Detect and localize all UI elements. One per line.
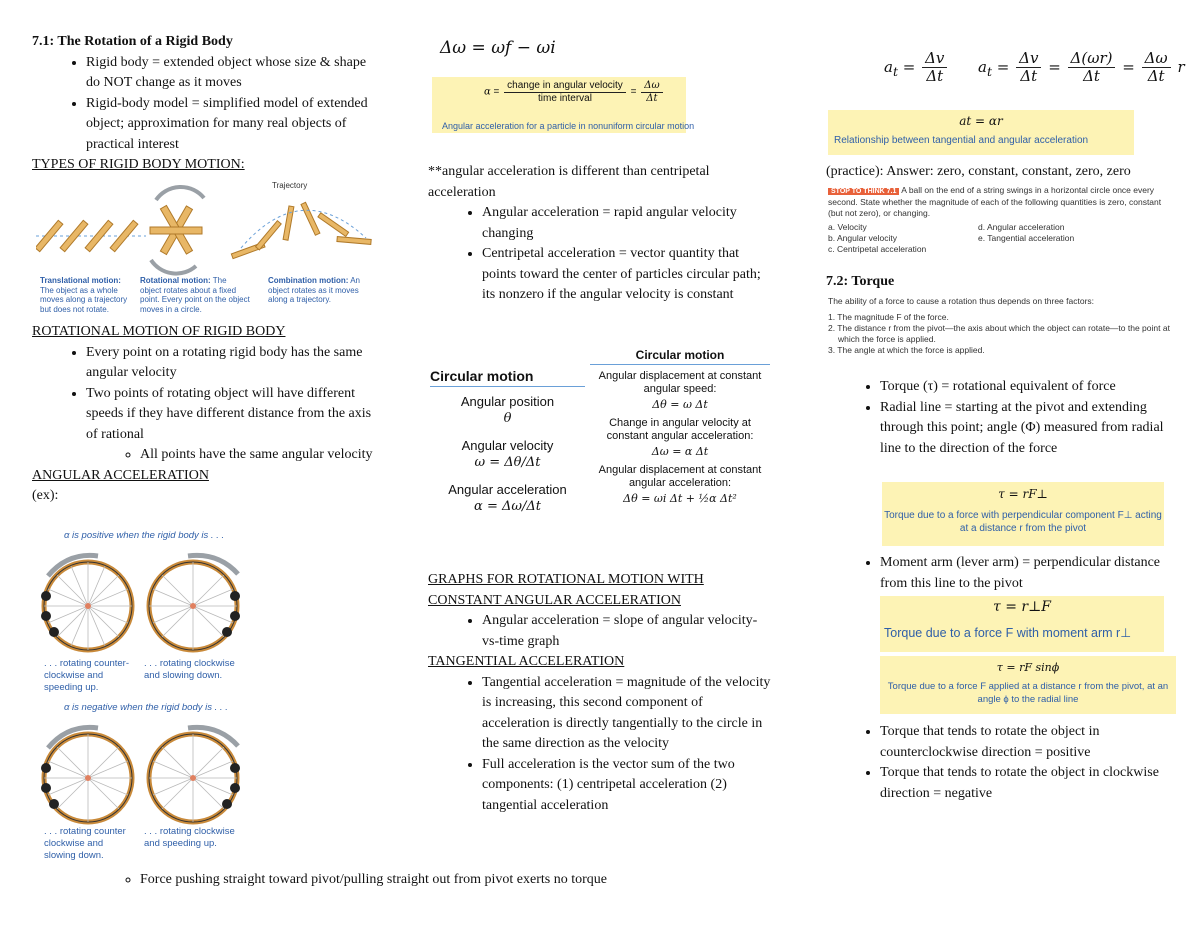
option-item: b. Angular velocity	[828, 233, 897, 243]
row-label: Angular acceleration	[448, 482, 567, 497]
list-item: • Torque that tends to rotate the object in counterclockwise direction = positive	[880, 722, 1176, 763]
bottom-note	[32, 870, 732, 890]
list-item: • Tangential acceleration = magnitude of the velocity is increasing, this second component of acceleration is directly tangentially to the circle in the same direction as the velocity	[482, 673, 773, 755]
circular-motion-tables	[430, 348, 775, 543]
torque-equation-2: τ = r⊥F	[993, 599, 1051, 615]
at-equation: at = αr	[959, 114, 1003, 128]
torque-list-1	[826, 377, 1176, 459]
list-item: • Full acceleration is the vector sum of the two components: (1) centripetal acceleration (2) tangential acceleration	[482, 755, 773, 817]
types-heading: TYPES OF RIGID BODY MOTION:	[32, 157, 245, 172]
list-item: • Two points of rotating object will have different speeds if they have different distance from the axis of rational	[86, 384, 382, 446]
combination-title: Combination motion:	[268, 276, 349, 285]
rotational-motion-heading: ROTATIONAL MOTION OF RIGID BODY	[32, 324, 286, 339]
right-row-3	[590, 464, 770, 505]
combination-text: An object rotates as it moves along a trajectory.	[268, 276, 361, 304]
list-item: • Angular acceleration = rapid angular velocity changing	[482, 203, 773, 244]
row-label: Angular displacement at constant angular acceleration:	[598, 464, 762, 489]
example-label: (ex):	[32, 488, 59, 503]
column-2-part-1	[428, 162, 773, 306]
torque-list-3	[826, 722, 1176, 804]
tangential-equations: $a_t$ = $\frac{\Delta v}{\Delta t}$ $a_t$ = $\frac{\Delta v}{\Delta t}$ = $\frac{\Delta(\omega r)}{\Delta t}$ = $\frac{\Delta\omega}{\Delta t}$ r	[884, 49, 1185, 86]
alpha-numerator: change in angular velocity	[504, 80, 626, 93]
alpha-denominator: time interval	[538, 92, 592, 104]
rotational-motion-list	[32, 343, 382, 446]
list-item: • Rigid-body model = simplified model of extended object; approximation for many real objects of practical interest	[86, 94, 382, 156]
sub-list-item: ◦ All points have the same angular velocity	[140, 445, 382, 466]
row-value: Δω = α Δt	[651, 445, 709, 458]
positive-wheels	[38, 546, 248, 656]
rotational-title: Rotational motion:	[140, 276, 211, 285]
torque-sign-list	[826, 722, 1176, 804]
angular-vs-centripetal-list	[428, 203, 773, 306]
wheel-1-caption: . . . rotating counter-clockwise and speeding up.	[44, 658, 130, 693]
wheel-4-caption: . . . rotating clockwise and speeding up.	[144, 826, 235, 849]
wheel-3	[41, 727, 132, 822]
stop-to-think-text	[828, 185, 1172, 219]
wheel-4	[149, 727, 240, 822]
translational-title: Translational motion:	[40, 276, 121, 285]
torque-heading: 7.2: Torque	[826, 274, 895, 289]
motion-types-illustration	[36, 178, 376, 278]
row-value: Δθ = ω Δt	[652, 398, 708, 411]
rotational-caption	[140, 276, 250, 314]
stop-to-think-badge: STOP TO THINK 7.1	[828, 188, 899, 195]
torque-equation-3: τ = rF sinϕ	[996, 661, 1060, 674]
alpha-caption: Angular acceleration for a particle in nonuniform circular motion	[442, 121, 695, 131]
torque-list-2	[826, 553, 1176, 594]
column-1	[32, 32, 382, 176]
factors-intro: The ability of a force to cause a rotation thus depends on three factors:	[828, 296, 1095, 306]
alpha-definition-box	[432, 77, 695, 133]
row-value: θ	[503, 411, 512, 426]
factor-item: 2. The distance r from the pivot—the axis about which the object can rotate—to the point at which the force is applied.	[828, 323, 1170, 344]
factor-item: 3. The angle at which the force is applied.	[828, 345, 985, 355]
torque-factors	[828, 296, 1174, 356]
wheels-figure	[36, 530, 256, 865]
stop-options	[828, 222, 1172, 255]
column-1-part-2	[32, 322, 382, 507]
negative-wheels	[38, 718, 248, 828]
wheel-2-caption: . . . rotating clockwise and slowing down.	[144, 658, 235, 681]
rotational-text: The object rotates about a fixed point. Every point on the object moves in a circle.	[140, 276, 250, 314]
left-row-3	[430, 481, 585, 515]
motion-types-figure	[36, 178, 376, 316]
tangential-list	[428, 673, 773, 817]
row-label: Angular position	[460, 394, 555, 409]
moment-arm-list	[826, 553, 1176, 594]
list-item: • Centripetal acceleration = vector quantity that points toward the center of particles circular path; its nonzero if the angular velocity is constant	[482, 244, 773, 306]
column-2-part-2	[428, 570, 773, 816]
translational-caption	[40, 276, 136, 314]
tangential-heading: TANGENTIAL ACCELERATION	[428, 654, 625, 669]
rigid-body-list	[32, 53, 382, 156]
option-item: a. Velocity	[828, 222, 867, 232]
wheel-2	[149, 555, 240, 650]
practice-answer: (practice): Answer: zero, constant, constant, zero, zero	[826, 164, 1131, 179]
torque-box-1	[882, 482, 1164, 546]
circular-motion-left	[430, 368, 585, 515]
row-label: Angular velocity	[461, 438, 554, 453]
list-item: • Torque that tends to rotate the object in clockwise direction = negative	[880, 763, 1176, 804]
positive-caption: α is positive when the rigid body is . . .	[64, 530, 225, 541]
bottom-list	[32, 870, 732, 890]
sub-list	[32, 445, 382, 466]
factor-item: 1. The magnitude F of the force.	[828, 312, 949, 322]
trajectory-label: Trajectory	[272, 181, 308, 190]
at-relationship-box	[828, 110, 1134, 155]
list-item: • Torque (τ) = rotational equivalent of force	[880, 377, 1176, 398]
circular-motion-right	[590, 348, 770, 505]
torque-caption-2: Torque due to a force F with moment arm r⊥	[884, 626, 1132, 640]
row-value: Δθ = ωi Δt + ½α Δt²	[623, 492, 737, 505]
option-item: c. Centripetal acceleration	[828, 244, 927, 254]
list-item: ◦ Force pushing straight toward pivot/pulling straight out from pivot exerts no torque	[140, 870, 732, 890]
graphs-list	[428, 611, 773, 652]
graphs-heading: GRAPHS FOR ROTATIONAL MOTION WITH CONSTANT ANGULAR ACCELERATION	[428, 572, 704, 608]
angular-acceleration-heading: ANGULAR ACCELERATION	[32, 467, 209, 483]
list-item: • Every point on a rotating rigid body has the same angular velocity	[86, 343, 382, 384]
combination-caption	[268, 276, 376, 305]
delta-omega-equation: Δω = ωf − ωi	[440, 38, 556, 58]
torque-caption-3: Torque due to a force F applied at a distance r from the pivot, at an angle ϕ to the radial line	[887, 681, 1169, 705]
negative-caption: α is negative when the rigid body is . . .	[64, 702, 228, 713]
row-value: α = Δω/Δt	[474, 499, 541, 514]
translational-text: The object as a whole moves along a trajectory but does not rotate.	[40, 285, 128, 314]
list-item: • Moment arm (lever arm) = perpendicular distance from this line to the pivot	[880, 553, 1176, 594]
right-row-2	[590, 417, 770, 458]
stop-to-think-box	[828, 185, 1172, 255]
option-item: d. Angular acceleration	[978, 222, 1065, 232]
torque-equation-1: τ = rF⊥	[998, 487, 1048, 501]
list-item: • Rigid body = extended object whose size & shape do NOT change as it moves	[86, 53, 382, 94]
left-row-1	[430, 393, 585, 427]
torque-box-2	[880, 596, 1164, 652]
note-text: **angular acceleration is different than centripetal acceleration	[428, 164, 710, 200]
torque-bullets	[826, 377, 1176, 459]
alpha-fraction: α = $\frac{\text{change in angular velocity}}{\text{time interval}}$ = $\frac{\Delta\omega}{\Delta t}$	[484, 80, 665, 104]
list-item: • Radial line = starting at the pivot and extending through this point; angle (Φ) measured from radial line to the direction of the force	[880, 398, 1176, 460]
torque-caption-1: Torque due to a force with perpendicular component F⊥ acting at a distance r from the pivot	[884, 510, 1162, 534]
option-item: e. Tangential acceleration	[978, 233, 1075, 243]
list-item: • Angular acceleration = slope of angular velocity-vs-time graph	[482, 611, 773, 652]
left-table-title: Circular motion	[430, 368, 585, 387]
right-table-title: Circular motion	[590, 348, 770, 365]
row-label: Change in angular velocity at constant angular acceleration:	[606, 417, 754, 442]
wheel-1	[41, 555, 132, 650]
row-value: ω = Δθ/Δt	[474, 455, 541, 470]
row-label: Angular displacement at constant angular speed:	[598, 370, 762, 395]
at-caption: Relationship between tangential and angular acceleration	[834, 135, 1089, 146]
right-row-1	[590, 370, 770, 411]
torque-box-3	[880, 656, 1176, 714]
left-row-2	[430, 437, 585, 471]
section-title-rotation: 7.1: The Rotation of a Rigid Body	[32, 34, 233, 49]
wheel-3-caption: . . . rotating counter clockwise and slowing down.	[44, 826, 126, 861]
stop-question: A ball on the end of a string swings in a horizontal circle once every second. State whether the magnitude of each of the following quantities is zero, constant (but not zero), or changing.	[828, 185, 1162, 218]
